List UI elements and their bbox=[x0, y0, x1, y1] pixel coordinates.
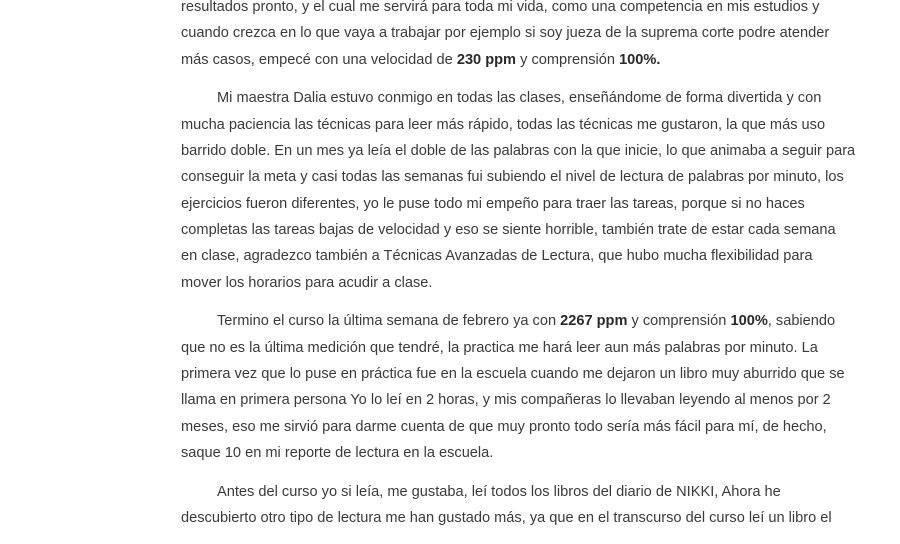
text-line bbox=[181, 85, 822, 111]
text-line bbox=[181, 47, 753, 73]
text-run: completas las tareas bajas de velocidad y eso se siente horrible, también trate de estar cada semana bbox=[181, 221, 836, 238]
text-line bbox=[181, 414, 827, 440]
text-run: cuando crezca en lo que vaya a trabajar por ejemplo si soy jueza de la suprema corte podre atender bbox=[181, 25, 830, 42]
text-line bbox=[181, 138, 856, 164]
text-line bbox=[181, 361, 845, 387]
text-line bbox=[181, 0, 820, 20]
text-line bbox=[181, 270, 753, 296]
text-line bbox=[181, 20, 830, 46]
text-run: Antes del curso yo si leía, me gustaba, leí todos los libros del diario de NIKKI, Ahora he bbox=[217, 483, 781, 500]
text-line bbox=[181, 335, 818, 361]
text-line bbox=[181, 387, 831, 413]
text-line bbox=[181, 308, 836, 334]
bold-text: 100%. bbox=[619, 51, 661, 68]
text-run: y comprensión bbox=[516, 51, 620, 68]
text-run: descubierto otro tipo de lectura me han gustado más, ya que en el transcurso del curso leí un libro el bbox=[181, 510, 832, 527]
text-line bbox=[181, 191, 805, 217]
text-line bbox=[181, 164, 844, 190]
paragraph bbox=[181, 85, 856, 295]
text-run: Mi maestra Dalia estuvo conmigo en todas las clases, enseñándome de forma divertida y con bbox=[217, 90, 822, 107]
paragraph bbox=[181, 0, 830, 73]
text-line bbox=[181, 479, 781, 505]
paragraph bbox=[181, 479, 832, 532]
text-run: meses, eso me sirvió para darme cuenta de que muy pronto todo sería más fácil para mí, de hecho, bbox=[181, 418, 827, 435]
paragraph bbox=[181, 308, 845, 466]
text-run: y comprensión bbox=[627, 313, 731, 330]
document-page bbox=[181, 0, 856, 544]
text-run: resultados pronto, y el cual me servirá para toda mi vida, como una competencia en mis estudios y bbox=[181, 0, 820, 15]
text-run: saque 10 en mi reporte de lectura en la escuela. bbox=[181, 444, 494, 461]
text-run: mucha paciencia las técnicas para leer más rápido, todas las técnicas me gustaron, la que más uso bbox=[181, 116, 826, 133]
text-run: mover los horarios para acudir a clase. bbox=[181, 274, 433, 291]
text-line bbox=[181, 112, 826, 138]
text-run: en clase, agradezco también a Técnicas Avanzadas de Lectura, que hubo mucha flexibilidad para bbox=[181, 248, 813, 265]
text-run: , sabiendo bbox=[767, 313, 836, 330]
text-line bbox=[181, 505, 832, 531]
bold-text: 230 ppm bbox=[456, 51, 517, 68]
text-line bbox=[181, 243, 813, 269]
text-run: primera vez que lo puse en práctica fue en la escuela cuando me dejaron un libro muy aburrido que se bbox=[181, 366, 845, 383]
text-run: ejercicios fueron diferentes, yo le puse todo mi empeño para traer las tareas, porque si no haces bbox=[181, 195, 805, 212]
text-run: barrido doble. En un mes ya leía el doble de las palabras con la que inicie, lo que animaba a seguir para bbox=[181, 143, 856, 160]
bold-text: 2267 ppm bbox=[560, 313, 628, 330]
text-line bbox=[181, 217, 836, 243]
bold-text: 100% bbox=[730, 313, 768, 330]
text-run: más casos, empecé con una velocidad de bbox=[181, 51, 457, 68]
text-run: Termino el curso la última semana de febrero ya con bbox=[217, 313, 561, 330]
text-run: que no es la última medición que tendré, la practica me hará leer aun más palabras por minuto. La bbox=[181, 339, 818, 356]
text-run: llama en primera persona Yo lo leí en 2 horas, y mis compañeras lo llevaban leyendo al menos por 2 bbox=[181, 392, 831, 409]
text-run: conseguir la meta y casi todas las semanas fui subiendo el nivel de lectura de palabras por minuto, los bbox=[181, 169, 844, 186]
